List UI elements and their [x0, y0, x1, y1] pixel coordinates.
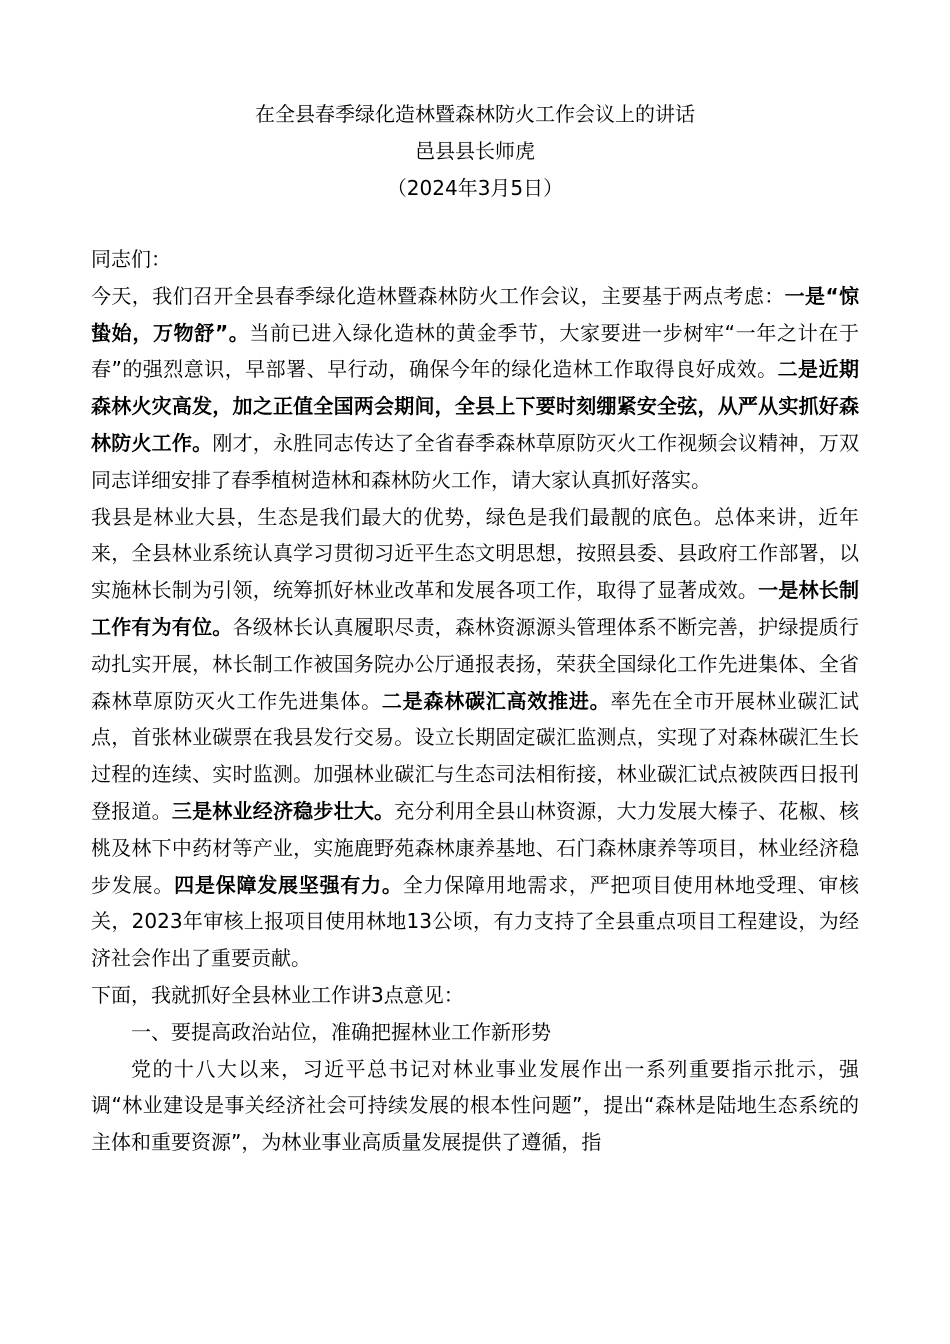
achievements-text-1: 我县是林业大县，生态是我们最大的优势，绿色是我们最靓的底色。总体来讲，近年来，全县林业系统认真学习贯彻习近平生态文明思想，按照县委、县政府工作部署，以实施林长制为引领，统筹抓好林业改革和发展各项工作，取得了显著成效。: [91, 504, 859, 603]
speech-date: （2024年3月5日）: [386, 176, 564, 200]
achievement-point-2: 二是森林碳汇高效推进。: [381, 688, 611, 713]
section-heading-1: 一、要提高政治站位，准确把握林业工作新形势: [131, 1019, 551, 1044]
intro-point-1: 一是“惊蛰始，万物舒”。: [91, 283, 859, 345]
document-page: [91, 96, 859, 1161]
intro-text-1: 今天，我们召开全县春季绿化造林暨森林防火工作会议，主要基于两点考虑：: [91, 283, 785, 308]
achievement-point-4: 四是保障发展坚强有力。: [174, 872, 403, 897]
paragraph-transition: 下面，我就抓好全县林业工作讲3点意见：: [91, 982, 464, 1007]
achievements-text-2: 各级林长认真履职尽责，森林资源源头管理体系不断完善，护绿提质行动扎实开展，林长制工作被国务院办公厅通报表扬，荣获全国绿化工作先进集体、全省森林草原防灭火工作先进集体。: [91, 614, 860, 713]
paragraph-section1: 党的十八大以来，习近平总书记对林业事业发展作出一系列重要指示批示，强调“林业建设是事关经济社会可持续发展的根本性问题”，提出“森林是陆地生态系统的主体和重要资源”，为林业事业高质量发展提供了遵循，指: [91, 1056, 859, 1155]
speaker-line: 邑县县长师虎: [415, 139, 535, 163]
achievements-text-5: 全力保障用地需求，严把项目使用林地受理、审核关，2023年审核上报项目使用林地13公顷，有力支持了全县重点项目工程建设，为经济社会作出了重要贡献。: [91, 872, 860, 971]
achievements-text-4: 充分利用全县山林资源，大力发展大榛子、花椒、核桃及林下中药材等产业，实施鹿野苑森林康养基地、石门森林康养等项目，林业经济稳步发展。: [91, 798, 860, 897]
achievement-point-3: 三是林业经济稳步壮大。: [171, 798, 395, 823]
title-block: [91, 96, 859, 207]
intro-text-3: 刚才，永胜同志传达了全省春季森林草原防灭火工作视频会议精神，万双同志详细安排了春季植树造林和森林防火工作，请大家认真抓好落实。: [91, 430, 860, 492]
paragraph-achievements: [91, 499, 859, 977]
achievements-text-3: 率先在全市开展林业碳汇试点，首张林业碳票在我县发行交易。设立长期固定碳汇监测点，实现了对森林碳汇生长过程的连续、实时监测。加强林业碳汇与生态司法相衔接，林业碳汇试点被陕西日报刊登报道。: [91, 688, 860, 823]
intro-text-2: 当前已进入绿化造林的黄金季节，大家要进一步树牢“一年之计在于春”的强烈意识，早部署、早行动，确保今年的绿化造林工作取得良好成效。: [91, 320, 859, 382]
speech-body: [91, 241, 859, 1161]
speech-title: 在全县春季绿化造林暨森林防火工作会议上的讲话: [255, 102, 695, 126]
paragraph-intro: [91, 278, 859, 499]
intro-point-2: 二是近期森林火灾高发，加之正值全国两会期间，全县上下要时刻绷紧安全弦，从严从实抓好森林防火工作。: [91, 357, 859, 455]
salutation: 同志们：: [91, 247, 171, 271]
achievement-point-1: 一是林长制工作有为有位。: [91, 578, 860, 639]
